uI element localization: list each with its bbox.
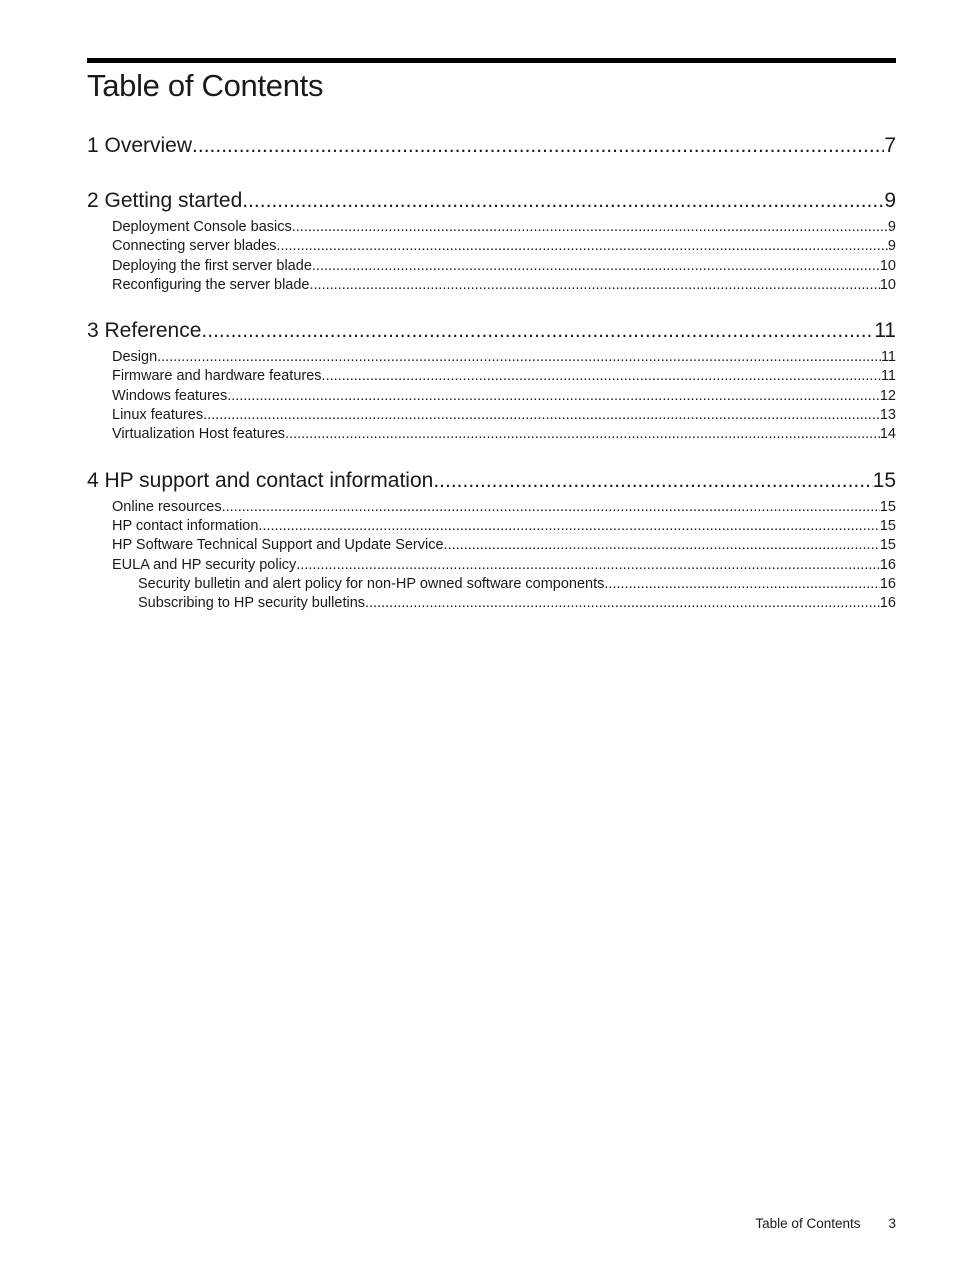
toc-entry-section[interactable] bbox=[87, 237, 896, 256]
dot-leader bbox=[157, 348, 881, 367]
dot-leader bbox=[258, 517, 879, 536]
page-title: Table of Contents bbox=[87, 68, 324, 103]
toc-entry-section[interactable] bbox=[87, 387, 896, 406]
toc-chapter-2 bbox=[87, 185, 896, 295]
toc-entry-label: Virtualization Host features bbox=[112, 426, 286, 443]
toc-entry-section[interactable] bbox=[87, 425, 896, 444]
toc-entry-page: 15 bbox=[879, 498, 896, 515]
dot-leader bbox=[242, 185, 884, 217]
footer-section-title: Table of Contents bbox=[755, 1216, 861, 1231]
toc-entry-section[interactable] bbox=[87, 406, 896, 425]
toc-entry-page: 7 bbox=[884, 134, 896, 157]
toc-entry-label: 1 Overview bbox=[87, 134, 193, 157]
toc-entry-label: Deployment Console basics bbox=[112, 219, 292, 235]
toc-entry-label: Online resources bbox=[112, 498, 222, 515]
toc-chapter-3 bbox=[87, 315, 896, 444]
toc-entry-page: 14 bbox=[879, 426, 896, 443]
toc-entry-label: EULA and HP security policy bbox=[112, 556, 297, 573]
dot-leader bbox=[222, 498, 880, 517]
toc-entry-page: 11 bbox=[880, 368, 896, 385]
dot-leader bbox=[365, 594, 880, 613]
top-rule bbox=[87, 58, 896, 63]
toc-entry-chapter[interactable] bbox=[87, 130, 896, 162]
toc-chapter-4 bbox=[87, 465, 896, 614]
toc-entry-section[interactable] bbox=[87, 218, 896, 237]
dot-leader bbox=[296, 556, 880, 575]
toc-entry-label: HP contact information bbox=[112, 517, 259, 534]
toc-entry-label: Subscribing to HP security bulletins bbox=[138, 595, 366, 612]
toc-entry-label: 4 HP support and contact information bbox=[87, 468, 434, 492]
dot-leader bbox=[201, 315, 874, 347]
toc-entry-label: Design bbox=[112, 349, 158, 366]
toc-entry-section[interactable] bbox=[87, 348, 896, 367]
toc-entry-chapter[interactable] bbox=[87, 465, 896, 497]
toc-entry-label: 3 Reference bbox=[87, 319, 202, 343]
toc-entry-section[interactable] bbox=[87, 556, 896, 575]
toc-chapter-1 bbox=[87, 130, 896, 162]
dot-leader bbox=[604, 575, 879, 594]
toc-entry-page: 16 bbox=[879, 556, 896, 573]
toc-entry-label: Deploying the first server blade bbox=[112, 257, 312, 274]
toc-entry-page: 11 bbox=[880, 349, 896, 366]
toc-entry-page: 16 bbox=[879, 575, 896, 592]
toc-entry-label: HP Software Technical Support and Update Service bbox=[112, 537, 444, 554]
toc-entry-label: Security bulletin and alert policy for non-HP owned software components bbox=[138, 575, 605, 592]
toc-entry-section[interactable] bbox=[87, 276, 896, 295]
toc-entry-section[interactable] bbox=[87, 367, 896, 386]
toc-entry-page: 15 bbox=[879, 537, 896, 554]
dot-leader bbox=[433, 465, 872, 497]
toc-entry-label: Connecting server blades bbox=[112, 238, 277, 255]
dot-leader bbox=[285, 425, 880, 444]
toc-entry-subsection[interactable] bbox=[87, 594, 896, 613]
toc-entry-page: 12 bbox=[879, 387, 896, 404]
toc-entry-page: 15 bbox=[879, 517, 896, 534]
toc-entry-subsection[interactable] bbox=[87, 575, 896, 594]
toc-entry-page: 11 bbox=[874, 319, 896, 343]
toc-entry-section[interactable] bbox=[87, 498, 896, 517]
toc-entry-page: 13 bbox=[879, 407, 896, 424]
toc-entry-page: 9 bbox=[884, 189, 896, 212]
toc-entry-label: Reconfiguring the server blade bbox=[112, 276, 310, 293]
toc-entry-section[interactable] bbox=[87, 517, 896, 536]
toc-entry-chapter[interactable] bbox=[87, 185, 896, 217]
toc-entry-page: 9 bbox=[887, 219, 896, 235]
toc-entry-chapter[interactable] bbox=[87, 315, 896, 347]
page-footer bbox=[755, 1214, 896, 1234]
dot-leader bbox=[276, 237, 887, 256]
toc-entry-section[interactable] bbox=[87, 536, 896, 555]
toc-entry-page: 10 bbox=[879, 276, 896, 293]
toc-entry-label: Firmware and hardware features bbox=[112, 368, 322, 385]
toc-entry-label: 2 Getting started bbox=[87, 189, 243, 212]
dot-leader bbox=[444, 536, 880, 555]
toc-entry-section[interactable] bbox=[87, 257, 896, 276]
table-of-contents bbox=[87, 130, 896, 633]
dot-leader bbox=[227, 387, 880, 406]
toc-entry-label: Windows features bbox=[112, 387, 228, 404]
toc-entry-page: 9 bbox=[887, 238, 896, 255]
toc-entry-page: 10 bbox=[879, 257, 896, 274]
dot-leader bbox=[309, 276, 879, 295]
dot-leader bbox=[203, 406, 880, 425]
dot-leader bbox=[312, 257, 880, 276]
toc-entry-page: 15 bbox=[872, 468, 896, 492]
toc-entry-page: 16 bbox=[879, 595, 896, 612]
footer-page-number: 3 bbox=[888, 1216, 896, 1231]
dot-leader bbox=[322, 367, 881, 386]
toc-entry-label: Linux features bbox=[112, 407, 204, 424]
dot-leader bbox=[292, 218, 888, 237]
dot-leader bbox=[192, 130, 884, 162]
